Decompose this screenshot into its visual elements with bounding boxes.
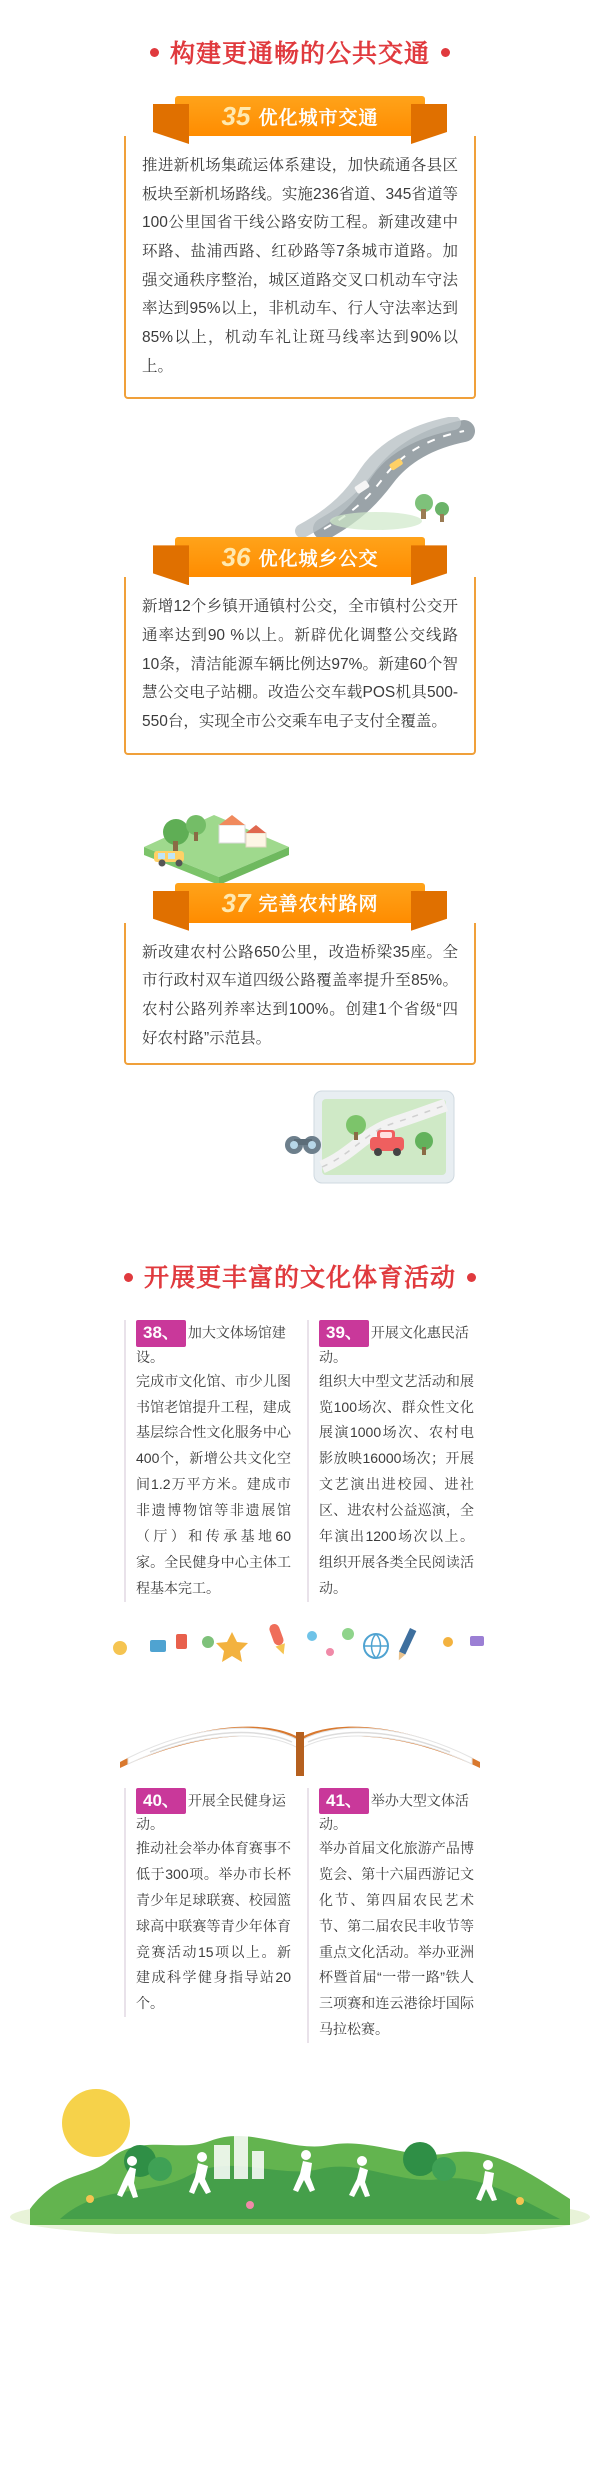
card-body-36: [124, 577, 476, 754]
item-head-39: [319, 1320, 476, 1366]
item-headline-40: 开展全民健身运动。: [136, 1792, 286, 1832]
column-item-39: [307, 1320, 476, 1601]
card-body-35: [124, 136, 476, 399]
item-number-39: 39、: [319, 1320, 369, 1346]
section-heading-culture-label: 开展更丰富的文化体育活动: [143, 1264, 456, 1293]
bullet-dot-icon: [124, 1273, 133, 1282]
card-body-37: [124, 923, 476, 1066]
item-text-39: 组织大中型文艺活动和展览100场次、群众性文化展演1000场次、农村电影放映16000场次；开展文艺演出进校园、进社区、进农村公益巡演，全年演出1200场次以上。组织开展各类全民阅读活动。: [319, 1372, 474, 1596]
bullet-dot-icon: [150, 48, 159, 57]
item-text-36: 新增12个乡镇开通镇村公交，全市镇村公交开通率达到90 %以上。新辟优化调整公交线路10条，清洁能源车辆比例达97%。新建60个智慧公交电子站棚。改造公交车载POS机具500-550台，实现全市公交乘车电子支付全覆盖。: [142, 598, 458, 731]
sports-people-illustration: [0, 2049, 600, 2234]
infographic-page: [0, 34, 600, 2234]
item-headline-39: 开展文化惠民活动。: [319, 1324, 469, 1365]
item-text-37: 新改建农村公路650公里，改造桥梁35座。全市行政村双车道四级公路覆盖率提升至85%。农村公路列养率达到100%。创建1个省级“四好农村路”示范县。: [142, 943, 458, 1047]
rural-road-illustration: [124, 1083, 476, 1198]
item-number-38: 38、: [136, 1320, 186, 1346]
ribbon-header-37: [175, 883, 425, 923]
card-item-35: [124, 96, 476, 399]
item-number-40: 40、: [136, 1788, 186, 1814]
item-title-37: 完善农村路网: [258, 894, 379, 916]
section-heading-transport-label: 构建更通畅的公共交通: [169, 40, 430, 68]
item-headline-38: 加大文体场馆建设。: [136, 1324, 286, 1365]
culture-items-row-2: [124, 1788, 476, 2043]
highway-illustration: [124, 417, 476, 537]
item-title-35: 优化城市交通: [258, 107, 379, 129]
bullet-dot-icon: [467, 1273, 476, 1282]
section-heading-culture: [0, 1258, 600, 1294]
card-item-37: [124, 883, 476, 1066]
bullet-dot-icon: [441, 48, 450, 57]
section-heading-transport: [0, 34, 600, 70]
item-headline-41: 举办大型文体活动。: [319, 1792, 469, 1832]
item-head-40: [136, 1788, 293, 1834]
column-item-41: [307, 1788, 476, 2043]
item-number-36: 36: [221, 542, 251, 573]
item-title-36: 优化城乡公交: [258, 548, 379, 570]
item-number-35: 35: [221, 101, 251, 131]
item-text-41: 举办首届文化旅游产品博览会、第十六届西游记文化节、第四届农民艺术节、第二届农民丰收节等重点文化活动。举办亚洲杯暨首届“一带一路”铁人三项赛和连云港徐圩国际马拉松赛。: [319, 1839, 474, 2038]
item-text-40: 推动社会举办体育赛事不低于300项。举办市长杯青少年足球联赛、校园篮球高中联赛等青少年体育竞赛活动15项以上。新建成科学健身指导站20个。: [136, 1839, 291, 2012]
item-head-38: [136, 1320, 293, 1366]
item-text-35: 推进新机场集疏运体系建设，加快疏通各县区板块至新机场路线。实施236省道、345省道等100公里国省干线公路安防工程。新建改建中环路、盐浦西路、红砂路等7条城市道路。加强交通秩序整治，城区道路交叉口机动车守法率达到95%以上，非机动车、行人守法率达到85%以上，机动车礼让斑马线率达到90%以上。: [142, 157, 458, 375]
card-item-36: [124, 537, 476, 754]
column-item-38: [124, 1320, 293, 1601]
ribbon-header-36: [175, 537, 425, 577]
ribbon-header-35: [175, 96, 425, 136]
item-head-41: [319, 1788, 476, 1834]
spacer: [0, 1198, 600, 1224]
item-number-37: 37: [221, 887, 251, 918]
column-item-40: [124, 1788, 293, 2017]
item-number-41: 41、: [319, 1788, 369, 1814]
item-text-38: 完成市文化馆、市少儿图书馆老馆提升工程，建成基层综合性文化服务中心400个，新增公共文化空间1.2万平方米。建成市非遗博物馆等非遗展馆（厅）和传承基地60家。全民健身中心主体工程基本完工。: [136, 1372, 291, 1596]
open-book-illustration: [0, 1612, 600, 1782]
culture-items-row-1: [124, 1320, 476, 1601]
village-bus-illustration: [124, 773, 476, 883]
